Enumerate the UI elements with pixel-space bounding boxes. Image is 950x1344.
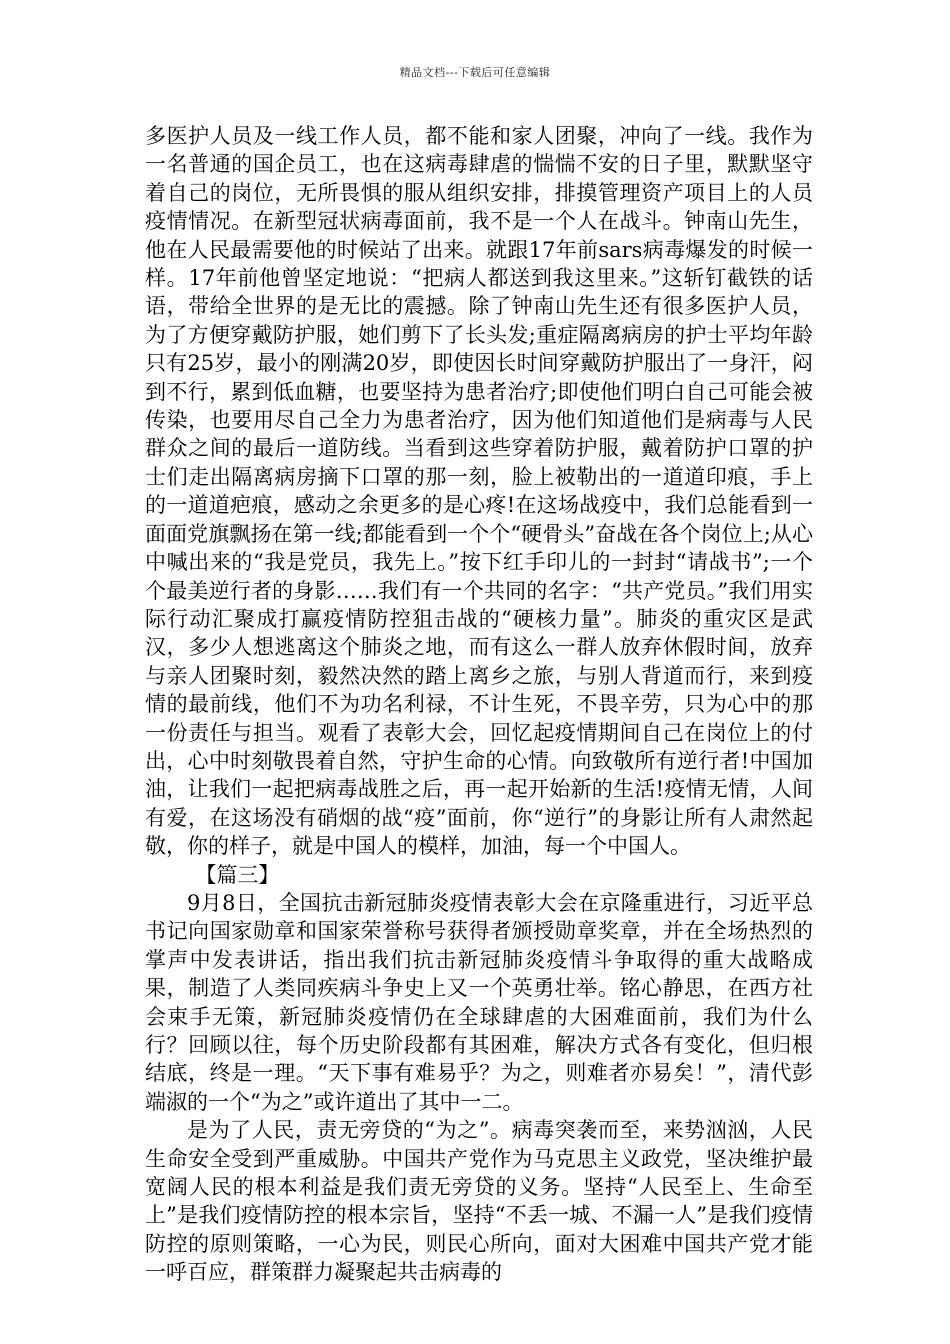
paragraph: 多医护人员及一线工作人员，都不能和家人团聚，冲向了一线。我作为一名普通的国企员工，也在这病毒肆虐的惴惴不安的日子里，默默坚守着自己的岗位，无所畏惧的服从组织安排，排摸管理资产项目上的人员疫情情况。在新型冠状病毒面前，我不是一个人在战斗。钟南山先生，他在人民最需要他的时候站了出来。就跟17年前sars病毒爆发的时候一样。17年前他曾坚定地说：“把病人都送到我这里来。”这斩钉截铁的话语，带给全世界的是无比的震撼。除了钟南山先生还有很多医护人员，为了方便穿戴防护服，她们剪下了长头发;重症隔离病房的护士平均年龄只有25岁，最小的刚满20岁，即使因长时间穿戴防护服出了一身汗，闷到不行，累到低血糖，也要坚持为患者治疗;即使他们明白自己可能会被传染，也要用尽自己全力为患者治疗，因为他们知道他们是病毒与人民群众之间的最后一道防线。当看到这些穿着防护服，戴着防护口罩的护士们走出隔离病房摘下口罩的那一刻，脸上被勒出的一道道印痕，手上的一道道疤痕，感动之余更多的是心疼!在这场战疫中，我们总能看到一面面党旗飘扬在第一线;都能看到一个个“硬骨头”奋战在各个岗位上;从心中喊出来的“我是党员，我先上。”按下红手印儿的一封封“请战书”;一个个最美逆行者的身影……我们有一个共同的名字：“共产党员。”我们用实际行动汇聚成打赢疫情防控狙击战的“硬核力量”。肺炎的重灾区是武汉，多少人想逃离这个肺炎之地，而有这么一群人放弃休假时间，放弃与亲人团聚时刻，毅然决然的踏上离乡之旅，与别人背道而行，来到疫情的最前线，他们不为功名利禄，不计生死，不畏辛劳，只为心中的那一份责任与担当。观看了表彰大会，回忆起疫情期间自己在岗位上的付出，心中时刻敬畏着自然，守护生命的心情。向致敬所有逆行者!中国加油，让我们一起把病毒战胜之后，再一起开始新的生活!疫情无情，人间有爱，在这场没有硝烟的战“疫”面前，你“逆行”的身影让所有人肃然起敬，你的样子，就是中国人的模样，加油，每一个中国人。	[145, 124, 813, 859]
page-header: 精品文档---下载后可任意编辑	[399, 66, 551, 79]
section-title: 【篇三】	[195, 862, 280, 887]
paragraph: 是为了人民，责无旁贷的“为之”。病毒突袭而至，来势汹汹，人民生命安全受到严重威胁。中国共产党作为马克思主义政党，坚决维护最宽阔人民的根本利益是我们责无旁贷的义务。坚持“人民至上、生命至上”是我们疫情防控的根本宗旨，坚持“不丢一城、不漏一人”是我们疫情防控的原则策略，一心为民，则民心所向，面对大困难中国共产党才能一呼百应，群策群力凝聚起共击病毒的	[145, 1118, 813, 1285]
article-body	[145, 122, 813, 1287]
paragraph: 9月8日，全国抗击新冠肺炎疫情表彰大会在京隆重进行，习近平总书记向国家勋章和国家荣誉称号获得者颁授勋章奖章，并在全场热烈的掌声中发表讲话，指出我们抗击新冠肺炎疫情斗争取得的重大战略成果，制造了人类同疾病斗争史上又一个英勇壮举。铭心静思，在西方社会束手无策，新冠肺炎疫情仍在全球肆虐的大困难面前，我们为什么行？回顾以往，每个历史阶段都有其困难，解决方式各有变化，但归根结底，终是一理。“天下事有难易乎？为之，则难者亦易矣！”，清代彭端淑的一个“为之”或许道出了其中一二。	[145, 890, 813, 1114]
